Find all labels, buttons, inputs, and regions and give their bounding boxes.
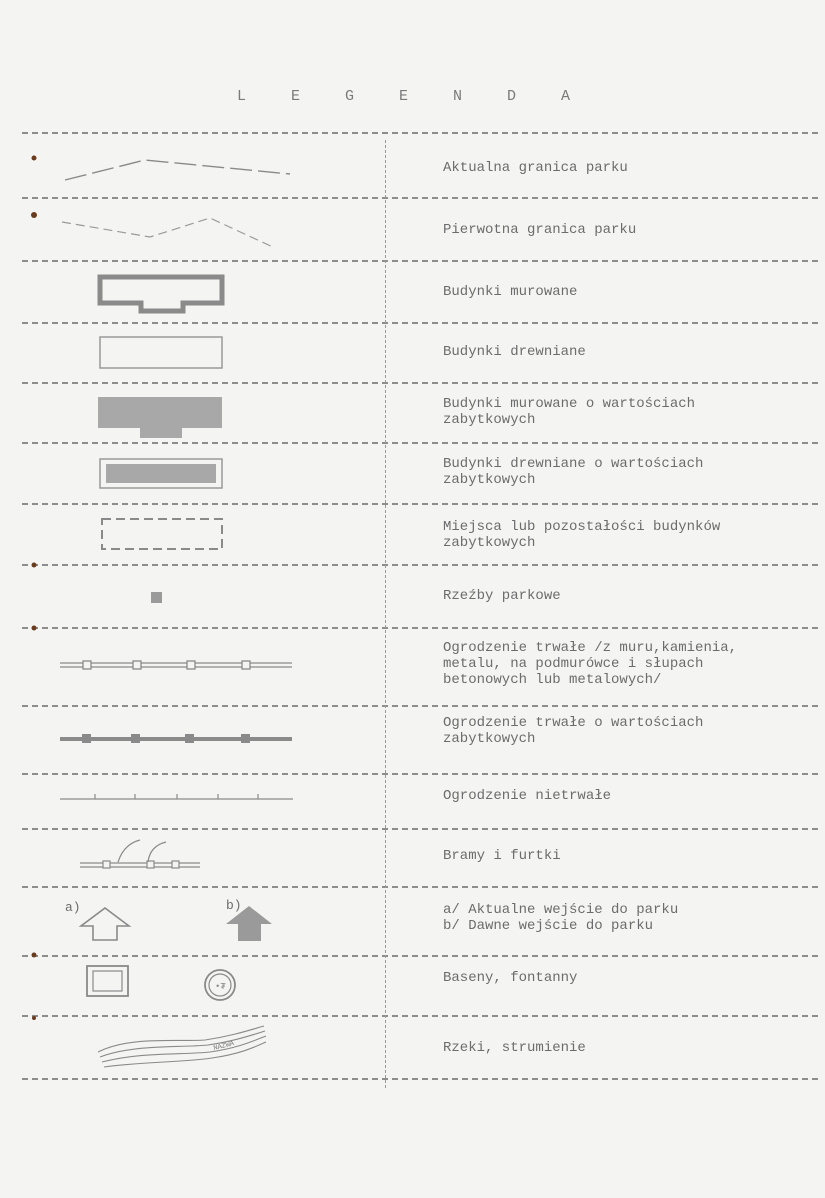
legend-label-temporary-fence: Ogrodzenie nietrwałe (443, 788, 612, 804)
legend-title: L E G E N D A (236, 88, 589, 105)
legend-label-historic-masonry: Budynki murowane o wartościach zabytkowych (443, 396, 696, 428)
legend-label-current-boundary: Aktualna granica parku (443, 160, 628, 176)
legend-label-entrances: a/ Aktualne wejście do parku b/ Dawne wejście do parku (443, 902, 679, 934)
permanent-fence-icon (60, 661, 292, 669)
legend-label-masonry-buildings: Budynki murowane (443, 284, 578, 300)
pool-fountain-icon (87, 966, 235, 1000)
legend-label-original-boundary: Pierwotna granica parku (443, 222, 637, 238)
park-sculpture-icon (151, 592, 162, 603)
legend-label-sculptures: Rzeźby parkowe (443, 588, 561, 604)
original-park-boundary-icon (62, 218, 275, 248)
legend-label-permanent-fence: Ogrodzenie trwałe /z muru,kamienia, metalu, na podmurówce i słupach betonowych lub metalowych/ (443, 640, 738, 688)
building-remains-icon (102, 519, 222, 549)
temporary-fence-icon (60, 794, 293, 799)
river-icon (98, 1026, 266, 1067)
gate-icon (80, 840, 200, 868)
legend-label-historic-wooden: Budynki drewniane o wartościach zabytkowych (443, 456, 704, 488)
wooden-building-icon (100, 337, 222, 368)
binder-marks (31, 156, 37, 1021)
masonry-building-icon (100, 277, 222, 311)
current-park-boundary-icon (65, 160, 290, 180)
svg-text:•₮: •₮ (215, 982, 226, 992)
historic-wooden-building-icon (100, 459, 222, 488)
legend-label-pools: Baseny, fontanny (443, 970, 578, 986)
river-name-label: NAZWA (212, 1040, 236, 1053)
legend-label-wooden-buildings: Budynki drewniane (443, 344, 586, 360)
historic-fence-icon (60, 734, 292, 743)
legend-label-historic-fence: Ogrodzenie trwałe o wartościach zabytkowych (443, 715, 704, 747)
park-entrance-icon (65, 898, 272, 941)
legend-label-rivers: Rzeki, strumienie (443, 1040, 586, 1056)
historic-masonry-building-icon (98, 397, 222, 438)
legend-label-gates: Bramy i furtki (443, 848, 561, 864)
entrance-marker-a: a) (65, 900, 81, 915)
legend-label-building-remains: Miejsca lub pozostałości budynków zabytkowych (443, 519, 721, 551)
entrance-marker-b: b) (226, 898, 242, 913)
